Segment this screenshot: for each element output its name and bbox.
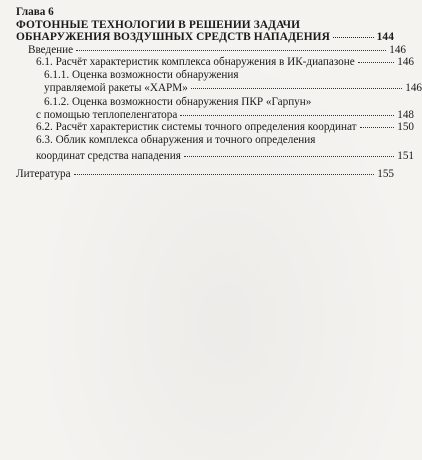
entry-text: управляемой ракеты «ХАРМ» (44, 81, 188, 94)
toc-entry-6-3-line1: 6.3. Облик комплекса обнаружения и точного определения (36, 133, 316, 146)
table-of-contents (16, 6, 422, 181)
entry-text: 6.1. Расчёт характеристик комплекса обнаружения в ИК-диапазоне (36, 56, 355, 69)
entry-text: Литература (16, 168, 71, 181)
page-number: 155 (377, 168, 394, 181)
dot-leader (191, 88, 402, 89)
page-number: 146 (405, 81, 422, 94)
page-number: 151 (397, 149, 414, 162)
dot-leader (360, 127, 395, 128)
toc-entry-6-1-2-line1: 6.1.2. Оценка возможности обнаружения ПКР «Гарпун» (44, 96, 312, 109)
dot-leader (74, 174, 375, 175)
entry-text: Введение (28, 43, 74, 56)
toc-entry-literature[interactable] (16, 168, 394, 181)
chapter-label: Глава 6 (16, 6, 54, 18)
toc-entry-6-1-2[interactable] (16, 109, 414, 122)
toc-entry-6-1[interactable] (16, 56, 414, 69)
toc-entry-6-1-1-line1: 6.1.1. Оценка возможности обнаружения (44, 68, 239, 81)
chapter-title-line2: ОБНАРУЖЕНИЯ ВОЗДУШНЫХ СРЕДСТВ НАПАДЕНИЯ (16, 31, 330, 44)
entry-text: координат средства нападения (36, 149, 181, 162)
dot-leader (333, 37, 374, 38)
page-number: 146 (389, 43, 406, 56)
entry-text: с помощью теплопеленгатора (36, 108, 178, 121)
page-number: 146 (397, 56, 414, 69)
dot-leader (180, 115, 394, 116)
page-number: 144 (376, 31, 394, 44)
toc-entry-6-2[interactable] (16, 121, 414, 134)
page-number: 148 (397, 108, 414, 121)
page-number: 150 (397, 121, 414, 134)
toc-entry-chapter[interactable] (16, 31, 394, 44)
toc-entry-intro[interactable] (16, 44, 406, 57)
chapter-title-line1: ФОТОННЫЕ ТЕХНОЛОГИИ В РЕШЕНИИ ЗАДАЧИ (16, 18, 301, 31)
dot-leader (358, 62, 394, 63)
toc-entry-6-1-1[interactable] (16, 82, 422, 95)
entry-text: 6.2. Расчёт характеристик системы точного определения координат (36, 121, 357, 134)
dot-leader (76, 50, 386, 51)
toc-entry-6-3[interactable] (16, 150, 414, 163)
dot-leader (184, 156, 394, 157)
